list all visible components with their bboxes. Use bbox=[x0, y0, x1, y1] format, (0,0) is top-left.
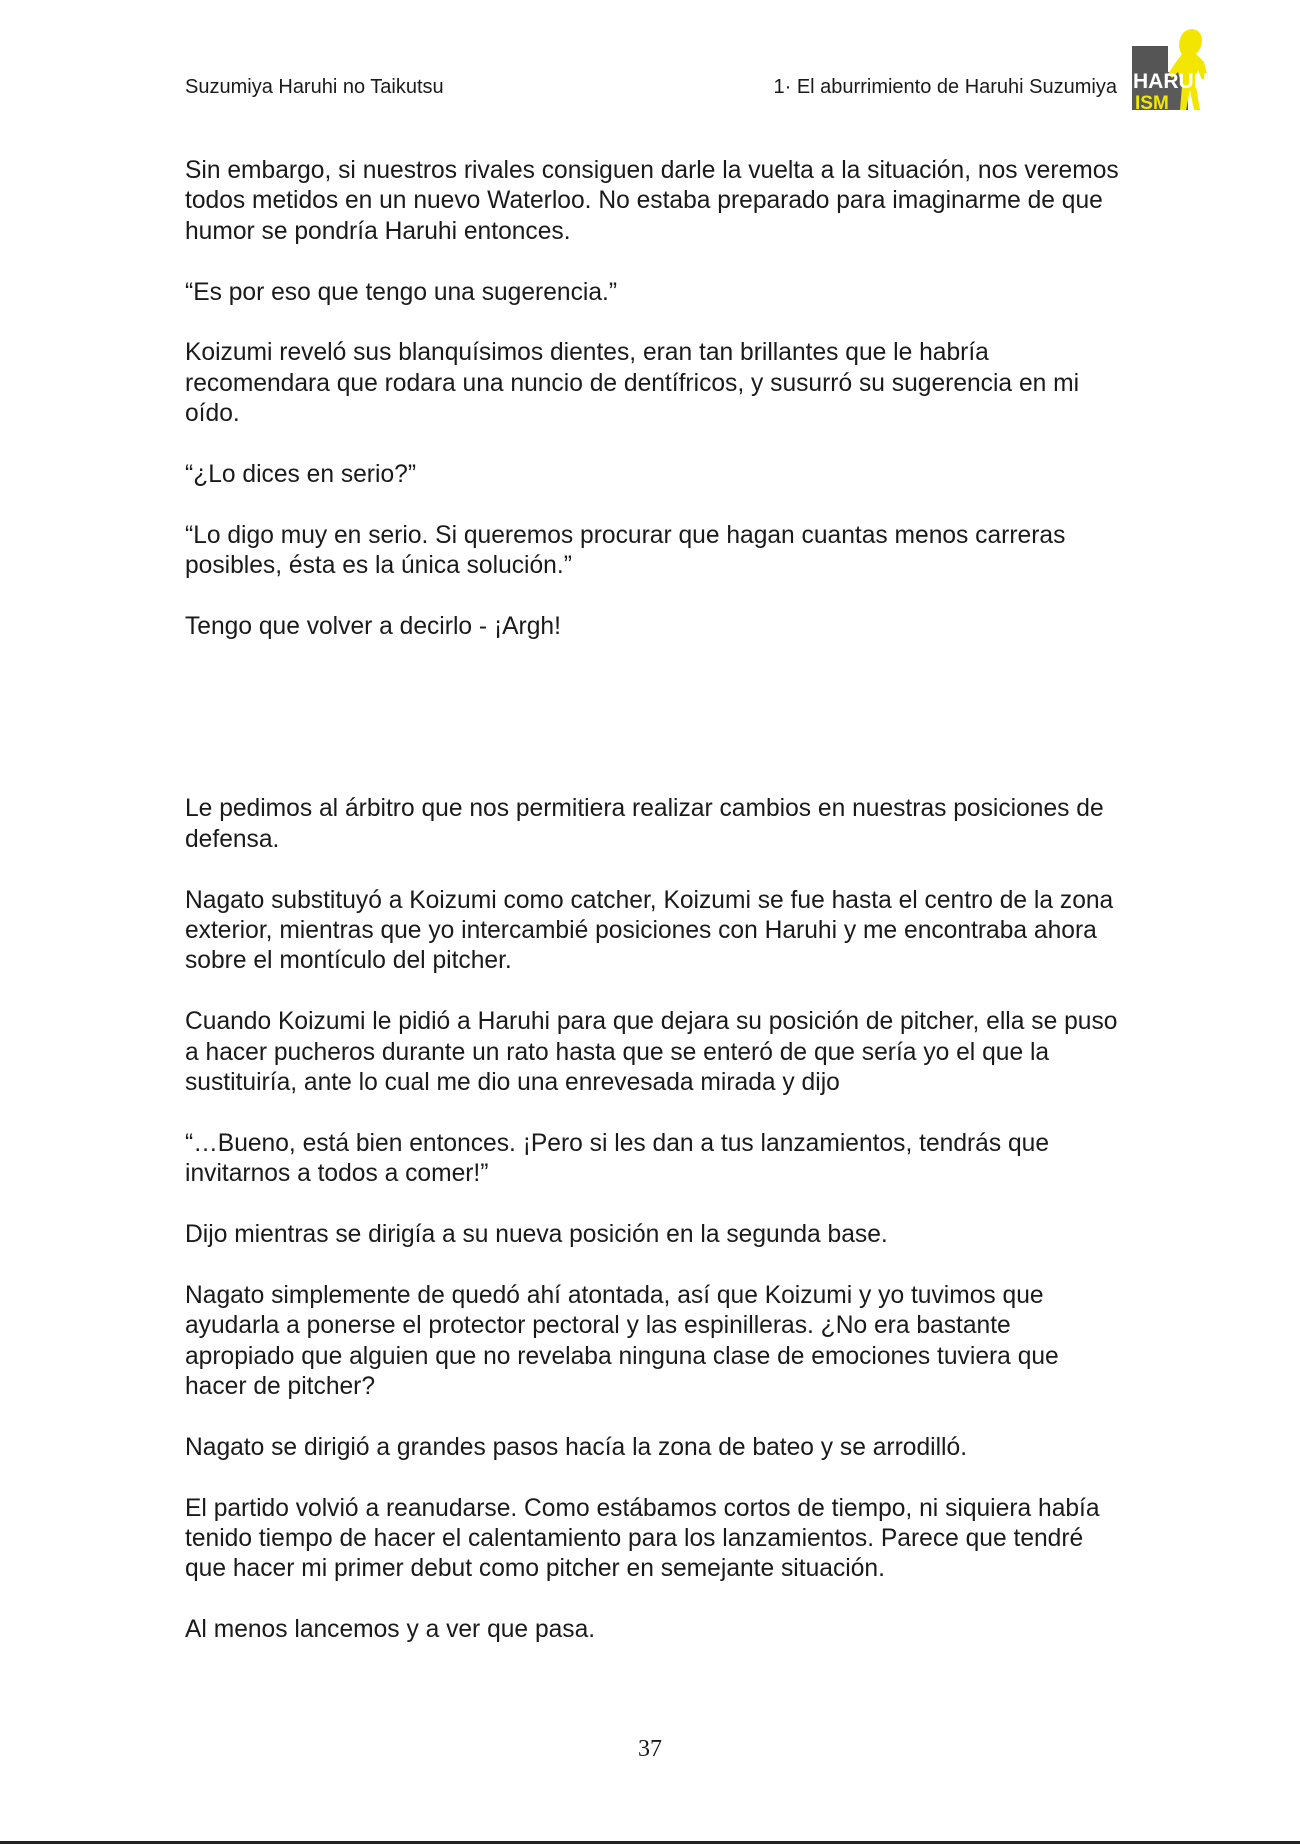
page-number: 37 bbox=[638, 1736, 662, 1762]
header-book-title: Suzumiya Haruhi no Taikutsu bbox=[185, 76, 444, 98]
paragraph: Cuando Koizumi le pidió a Haruhi para que dejara su posición de pitcher, ella se puso a hacer pucheros durante un rato hasta que se enteró de que sería yo el que la sustituiría, ante lo cual me dio una enrevesada mirada y dijo bbox=[185, 1008, 1118, 1097]
haruhiism-logo-icon bbox=[1132, 26, 1212, 130]
paragraph: “¿Lo dices en serio?” bbox=[185, 461, 417, 489]
paragraph: “Lo digo muy en serio. Si queremos procurar que hagan cuantas menos carreras posibles, ésta es la única solución.” bbox=[185, 521, 1066, 580]
paragraph: Koizumi reveló sus blanquísimos dientes, eran tan brillantes que le habría recomendara que rodara una nuncio de dentífricos, y susurró su sugerencia en mi oído. bbox=[185, 339, 1080, 428]
paragraph: “…Bueno, está bien entonces. ¡Pero si les dan a tus lanzamientos, tendrás que invitarnos a todos a comer!” bbox=[185, 1129, 1050, 1188]
paragraph: “Es por eso que tengo una sugerencia.” bbox=[185, 278, 618, 306]
paragraph: Sin embargo, si nuestros rivales consiguen darle la vuelta a la situación, nos veremos todos metidos en un nuevo Waterloo. No estaba preparado para imaginarme de que humor se pondría Haruhi entonces. bbox=[185, 157, 1119, 245]
paragraph: Nagato simplemente de quedó ahí atontada, así que Koizumi y yo tuvimos que ayudarla a ponerse el protector pectoral y las espinilleras. ¿No era bastante apropiado que alguien que no revelaba ninguna clase de emociones tuviera que hacer de pitcher? bbox=[185, 1281, 1059, 1401]
paragraph: Dijo mientras se dirigía a su nueva posición en la segunda base. bbox=[185, 1221, 888, 1249]
paragraph: Al menos lancemos y a ver que pasa. bbox=[185, 1616, 596, 1644]
paragraph: Nagato substituyó a Koizumi como catcher, Koizumi se fue hasta el centro de la zona exterior, mientras que yo intercambié posiciones con Haruhi y me encontraba ahora sobre el montículo del pitcher. bbox=[185, 886, 1114, 975]
svg-text:ISM: ISM bbox=[1135, 93, 1169, 114]
paragraph: Le pedimos al árbitro que nos permitiera realizar cambios en nuestras posiciones de defensa. bbox=[185, 795, 1104, 853]
body-text bbox=[185, 156, 1125, 1676]
svg-text:HARUHI: HARUHI bbox=[1133, 70, 1212, 93]
paragraph: Nagato se dirigió a grandes pasos hacía la zona de bateo y se arrodilló. bbox=[185, 1433, 968, 1461]
paragraph: Tengo que volver a decirlo - ¡Argh! bbox=[185, 613, 561, 641]
paragraph: El partido volvió a reanudarse. Como estábamos cortos de tiempo, ni siquiera había tenido tiempo de hacer el calentamiento para los lanzamientos. Parece que tendré que hacer mi primer debut como pitcher en semejante situación. bbox=[185, 1494, 1100, 1583]
header-chapter-title: 1· El aburrimiento de Haruhi Suzumiya bbox=[773, 76, 1117, 98]
haruhiism-logo bbox=[1132, 26, 1212, 130]
